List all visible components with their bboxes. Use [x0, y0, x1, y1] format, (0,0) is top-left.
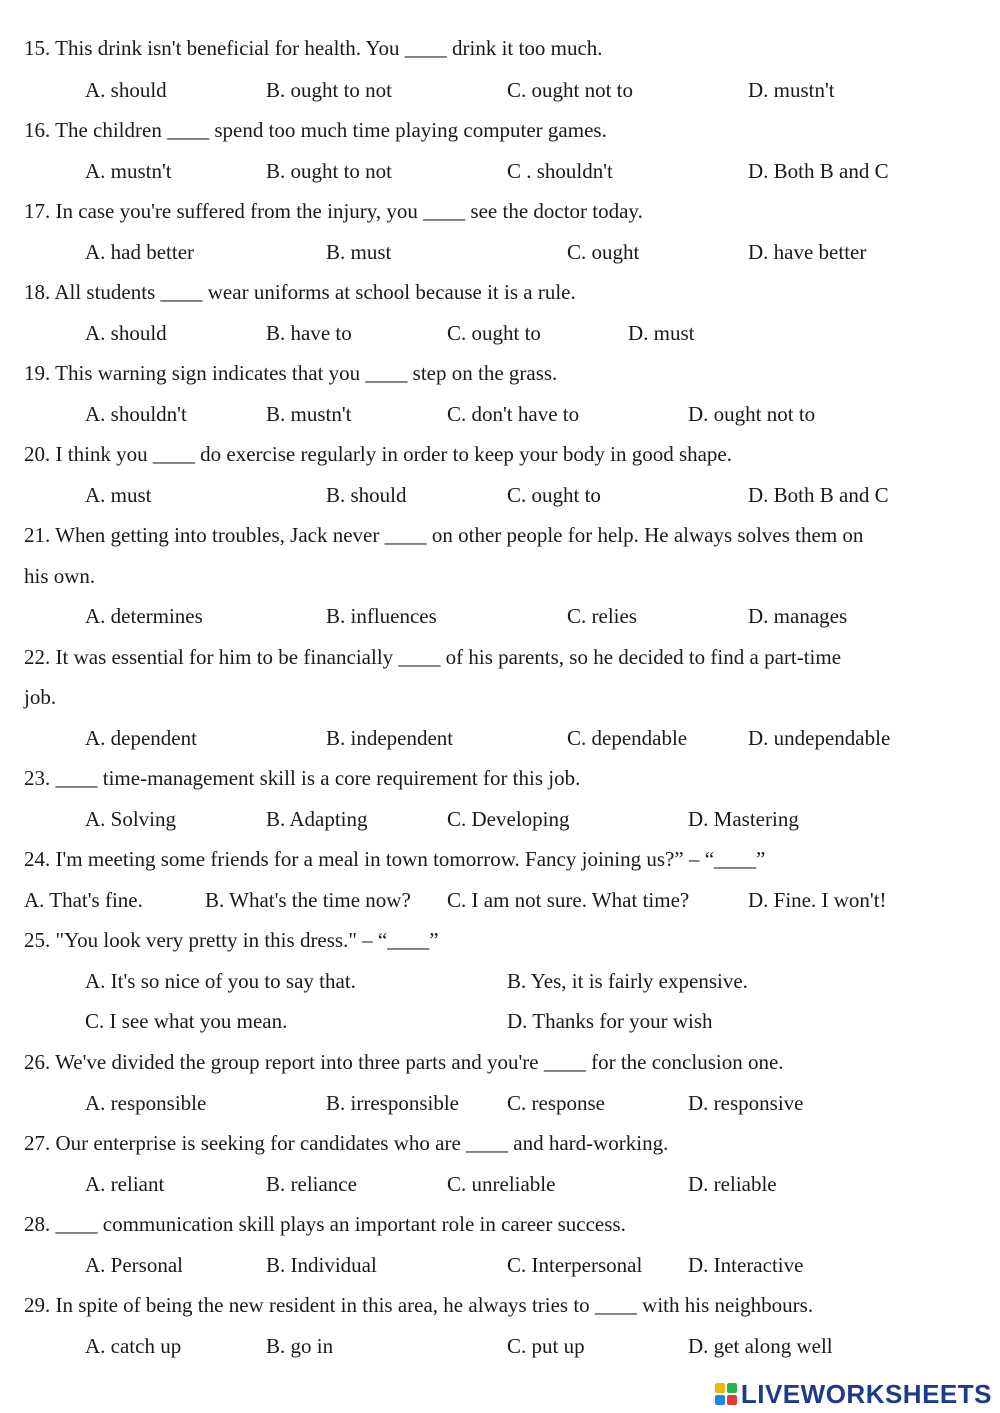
- option-d[interactable]: D. have better: [748, 240, 867, 264]
- option-c[interactable]: C. ought: [567, 240, 640, 264]
- question-28: [24, 1209, 626, 1239]
- option-b[interactable]: B. have to: [266, 321, 352, 345]
- question-text: I'm meeting some friends for a meal in town tomorrow. Fancy joining us?” – “____”: [55, 847, 766, 871]
- question-29: [24, 1290, 813, 1320]
- question-number: 21.: [24, 523, 51, 547]
- liveworksheets-logo-icon: [715, 1383, 737, 1405]
- question-text: The children ____ spend too much time playing computer games.: [55, 118, 607, 142]
- option-d[interactable]: D. mustn't: [748, 78, 835, 102]
- question-text: All students ____ wear uniforms at school because it is a rule.: [54, 280, 576, 304]
- option-c[interactable]: C. ought to: [507, 483, 601, 507]
- logo-square-3: [715, 1395, 725, 1405]
- option-c[interactable]: C. ought to: [447, 321, 541, 345]
- option-c[interactable]: C. don't have to: [447, 402, 580, 426]
- question-text-continued: job.: [24, 685, 57, 709]
- option-c[interactable]: C. put up: [507, 1334, 585, 1358]
- option-b[interactable]: B. should: [326, 483, 407, 507]
- option-a[interactable]: A. responsible: [85, 1091, 207, 1115]
- question-number: 20.: [24, 442, 51, 466]
- option-b[interactable]: B. independent: [326, 726, 454, 750]
- option-a[interactable]: A. should: [85, 321, 167, 345]
- option-a[interactable]: A. mustn't: [85, 159, 172, 183]
- option-b[interactable]: B. go in: [266, 1334, 334, 1358]
- liveworksheets-logo: [715, 1379, 992, 1409]
- question-number: 15.: [24, 36, 51, 60]
- question-text: It was essential for him to be financially ____ of his parents, so he decided to find a part-time: [55, 645, 842, 669]
- question-27: [24, 1128, 668, 1158]
- option-c[interactable]: C. I am not sure. What time?: [447, 888, 690, 912]
- logo-square-4: [727, 1395, 737, 1405]
- option-a[interactable]: A. must: [85, 483, 152, 507]
- option-b[interactable]: B. irresponsible: [326, 1091, 459, 1115]
- question-text: Our enterprise is seeking for candidates who are ____ and hard-working.: [55, 1131, 669, 1155]
- question-number: 25.: [24, 928, 51, 952]
- option-d[interactable]: D. undependable: [748, 726, 891, 750]
- option-b[interactable]: B. reliance: [266, 1172, 357, 1196]
- option-c[interactable]: C . shouldn't: [507, 159, 613, 183]
- question-19: [24, 358, 557, 388]
- option-a[interactable]: A. Personal: [85, 1253, 183, 1277]
- question-text: This drink isn't beneficial for health. You ____ drink it too much.: [55, 36, 603, 60]
- question-number: 19.: [24, 361, 51, 385]
- option-a[interactable]: A. It's so nice of you to say that.: [85, 969, 356, 993]
- question-text: We've divided the group report into three parts and you're ____ for the conclusion one.: [55, 1050, 784, 1074]
- option-b[interactable]: B. Individual: [266, 1253, 377, 1277]
- option-a[interactable]: A. Solving: [85, 807, 177, 831]
- question-text: In case you're suffered from the injury, you ____ see the doctor today.: [55, 199, 643, 223]
- option-a[interactable]: A. had better: [85, 240, 195, 264]
- option-c[interactable]: C. relies: [567, 604, 637, 628]
- question-25: [24, 925, 439, 955]
- option-a[interactable]: A. determines: [85, 604, 203, 628]
- question-18: [24, 277, 576, 307]
- option-c[interactable]: C. ought not to: [507, 78, 634, 102]
- logo-square-2: [727, 1383, 737, 1393]
- option-d[interactable]: D. ought not to: [688, 402, 816, 426]
- question-number: 27.: [24, 1131, 51, 1155]
- question-number: 24.: [24, 847, 51, 871]
- option-b[interactable]: B. mustn't: [266, 402, 352, 426]
- option-d[interactable]: D. get along well: [688, 1334, 833, 1358]
- option-d[interactable]: D. Both B and C: [748, 159, 889, 183]
- question-22: [24, 642, 841, 672]
- option-b[interactable]: B. must: [326, 240, 392, 264]
- question-number: 22.: [24, 645, 51, 669]
- option-d[interactable]: D. must: [628, 321, 695, 345]
- question-text-continued: his own.: [24, 564, 96, 588]
- brand-name: LIVEWORKSHEETS: [740, 1378, 992, 1409]
- option-b[interactable]: B. ought to not: [266, 159, 393, 183]
- option-b[interactable]: B. What's the time now?: [205, 888, 411, 912]
- option-d[interactable]: D. responsive: [688, 1091, 804, 1115]
- question-text: This warning sign indicates that you ____ step on the grass.: [55, 361, 558, 385]
- option-d[interactable]: D. Interactive: [688, 1253, 804, 1277]
- question-16: [24, 115, 607, 145]
- question-24: [24, 844, 765, 874]
- question-number: 28.: [24, 1212, 51, 1236]
- question-text: ____ communication skill plays an important role in career success.: [55, 1212, 626, 1236]
- question-number: 26.: [24, 1050, 51, 1074]
- question-number: 18.: [24, 280, 51, 304]
- question-text: I think you ____ do exercise regularly in order to keep your body in good shape.: [55, 442, 733, 466]
- option-d[interactable]: D. Both B and C: [748, 483, 889, 507]
- question-23: [24, 763, 580, 793]
- option-d[interactable]: D. Thanks for your wish: [507, 1009, 713, 1033]
- option-a[interactable]: A. should: [85, 78, 167, 102]
- option-b[interactable]: B. ought to not: [266, 78, 393, 102]
- question-number: 16.: [24, 118, 51, 142]
- option-b[interactable]: B. Adapting: [266, 807, 368, 831]
- question-text: In spite of being the new resident in this area, he always tries to ____ with his neighbours.: [55, 1293, 814, 1317]
- option-c[interactable]: C. response: [507, 1091, 605, 1115]
- question-text: "You look very pretty in this dress." – “____”: [55, 928, 439, 952]
- option-c[interactable]: C. unreliable: [447, 1172, 556, 1196]
- option-c[interactable]: C. Developing: [447, 807, 570, 831]
- option-c[interactable]: C. Interpersonal: [507, 1253, 643, 1277]
- question-text: When getting into troubles, Jack never ____ on other people for help. He always solves them on: [55, 523, 864, 547]
- option-a[interactable]: A. That's fine.: [24, 888, 143, 912]
- question-17: [24, 196, 643, 226]
- option-a[interactable]: A. shouldn't: [85, 402, 187, 426]
- option-a[interactable]: A. catch up: [85, 1334, 182, 1358]
- logo-square-1: [715, 1383, 725, 1393]
- question-15: [24, 33, 603, 63]
- question-26: [24, 1047, 784, 1077]
- question-21: [24, 520, 863, 550]
- question-20: [24, 439, 732, 469]
- question-number: 23.: [24, 766, 51, 790]
- question-text: ____ time-management skill is a core requirement for this job.: [55, 766, 581, 790]
- option-d[interactable]: D. reliable: [688, 1172, 777, 1196]
- question-number: 29.: [24, 1293, 51, 1317]
- option-b[interactable]: B. influences: [326, 604, 437, 628]
- option-b[interactable]: B. Yes, it is fairly expensive.: [507, 969, 748, 993]
- option-c[interactable]: C. I see what you mean.: [85, 1009, 288, 1033]
- option-c[interactable]: C. dependable: [567, 726, 688, 750]
- option-a[interactable]: A. dependent: [85, 726, 197, 750]
- option-d[interactable]: D. Mastering: [688, 807, 799, 831]
- option-a[interactable]: A. reliant: [85, 1172, 165, 1196]
- option-d[interactable]: D. Fine. I won't!: [748, 888, 887, 912]
- option-d[interactable]: D. manages: [748, 604, 848, 628]
- question-number: 17.: [24, 199, 51, 223]
